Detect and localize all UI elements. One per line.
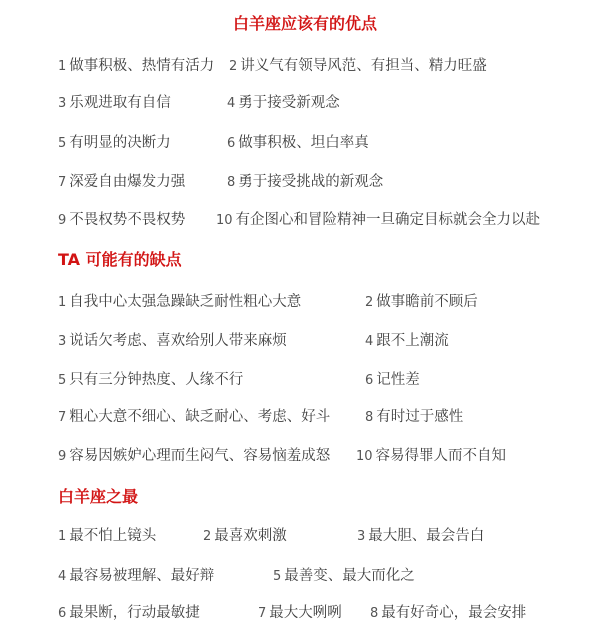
section3-title: 白羊座之最 bbox=[58, 487, 139, 506]
item-number: 4 bbox=[227, 96, 236, 111]
item-number: 7 bbox=[258, 606, 267, 621]
item-number: 10 bbox=[356, 449, 373, 464]
superlative-item-4 bbox=[58, 566, 214, 587]
section2-title: TA 可能有的缺点 bbox=[58, 250, 182, 269]
weakness-item-8 bbox=[365, 407, 463, 428]
superlative-item-2 bbox=[203, 526, 287, 547]
superlative-item-1 bbox=[58, 526, 156, 547]
item-text: 有企图心和冒险精神一旦确定目标就会全力以赴 bbox=[235, 212, 541, 228]
item-number: 9 bbox=[58, 449, 67, 464]
item-text: 最大大咧咧 bbox=[269, 605, 342, 621]
item-number: 8 bbox=[370, 606, 379, 621]
item-text: 勇于接受挑战的新观念 bbox=[238, 174, 384, 190]
item-number: 2 bbox=[203, 529, 212, 544]
item-number: 6 bbox=[227, 136, 236, 151]
weakness-item-2 bbox=[365, 292, 478, 313]
item-number: 6 bbox=[365, 373, 374, 388]
strength-item-7 bbox=[58, 172, 185, 193]
item-text: 做事积极、坦白率真 bbox=[238, 135, 369, 151]
item-number: 5 bbox=[58, 136, 67, 151]
item-number: 1 bbox=[58, 59, 67, 74]
strength-item-9 bbox=[58, 210, 185, 231]
superlative-item-6 bbox=[58, 603, 200, 624]
item-text: 讲义气有领导风范、有担当、精力旺盛 bbox=[240, 58, 487, 74]
item-text: 最大胆、最会告白 bbox=[368, 528, 485, 544]
item-number: 8 bbox=[227, 175, 236, 190]
item-text: 最不怕上镜头 bbox=[69, 528, 157, 544]
item-text: 深爱自由爆发力强 bbox=[69, 174, 186, 190]
strength-item-8 bbox=[227, 172, 383, 193]
item-text: 最果断，行动最敏捷 bbox=[69, 605, 200, 621]
item-text: 自我中心太强急躁缺乏耐性粗心大意 bbox=[69, 294, 302, 310]
item-number: 7 bbox=[58, 175, 67, 190]
weakness-item-5 bbox=[58, 370, 243, 391]
item-number: 6 bbox=[58, 606, 67, 621]
item-number: 5 bbox=[58, 373, 67, 388]
item-text: 只有三分钟热度、人缘不行 bbox=[69, 372, 244, 388]
weakness-item-10 bbox=[356, 446, 506, 467]
item-number: 4 bbox=[58, 569, 67, 584]
item-number: 3 bbox=[58, 334, 67, 349]
strength-item-6 bbox=[227, 133, 369, 154]
weakness-item-6 bbox=[365, 370, 420, 391]
item-text: 容易得罪人而不自知 bbox=[375, 448, 507, 464]
item-number: 10 bbox=[216, 213, 233, 228]
superlative-item-8 bbox=[370, 603, 526, 624]
strength-item-5 bbox=[58, 133, 171, 154]
section1-title: 白羊座应该有的优点 bbox=[233, 14, 378, 33]
weakness-item-7 bbox=[58, 407, 330, 428]
item-number: 5 bbox=[273, 569, 282, 584]
superlative-item-7 bbox=[258, 603, 342, 624]
item-text: 不畏权势不畏权势 bbox=[69, 212, 186, 228]
item-number: 3 bbox=[357, 529, 366, 544]
item-number: 2 bbox=[365, 295, 374, 310]
item-text: 记性差 bbox=[376, 372, 420, 388]
weakness-item-1 bbox=[58, 292, 301, 313]
item-text: 最善变、最大而化之 bbox=[284, 568, 415, 584]
item-number: 7 bbox=[58, 410, 67, 425]
weakness-item-4 bbox=[365, 331, 449, 352]
strength-item-2 bbox=[229, 56, 487, 77]
item-number: 1 bbox=[58, 529, 67, 544]
item-text: 跟不上潮流 bbox=[376, 333, 449, 349]
item-number: 1 bbox=[58, 295, 67, 310]
item-text: 粗心大意不细心、缺乏耐心、考虑、好斗 bbox=[69, 409, 331, 425]
item-number: 9 bbox=[58, 213, 67, 228]
item-text: 乐观进取有自信 bbox=[69, 95, 171, 111]
weakness-item-9 bbox=[58, 446, 330, 467]
item-number: 4 bbox=[365, 334, 374, 349]
superlative-item-5 bbox=[273, 566, 415, 587]
item-number: 2 bbox=[229, 59, 238, 74]
strength-item-4 bbox=[227, 93, 340, 114]
item-text: 有明显的决断力 bbox=[69, 135, 171, 151]
item-number: 3 bbox=[58, 96, 67, 111]
strength-item-1 bbox=[58, 56, 214, 77]
item-text: 有时过于感性 bbox=[376, 409, 464, 425]
item-number: 8 bbox=[365, 410, 374, 425]
item-text: 勇于接受新观念 bbox=[238, 95, 340, 111]
strength-item-3 bbox=[58, 93, 171, 114]
item-text: 最容易被理解、最好辩 bbox=[69, 568, 215, 584]
item-text: 做事瞻前不顾后 bbox=[376, 294, 478, 310]
weakness-item-3 bbox=[58, 331, 287, 352]
strength-item-10 bbox=[216, 210, 540, 231]
item-text: 做事积极、热情有活力 bbox=[69, 58, 215, 74]
superlative-item-3 bbox=[357, 526, 484, 547]
item-text: 最喜欢刺激 bbox=[214, 528, 287, 544]
item-text: 容易因嫉妒心理而生闷气、容易恼羞成怒 bbox=[69, 448, 331, 464]
item-text: 说话欠考虑、喜欢给别人带来麻烦 bbox=[69, 333, 287, 349]
item-text: 最有好奇心，最会安排 bbox=[381, 605, 527, 621]
